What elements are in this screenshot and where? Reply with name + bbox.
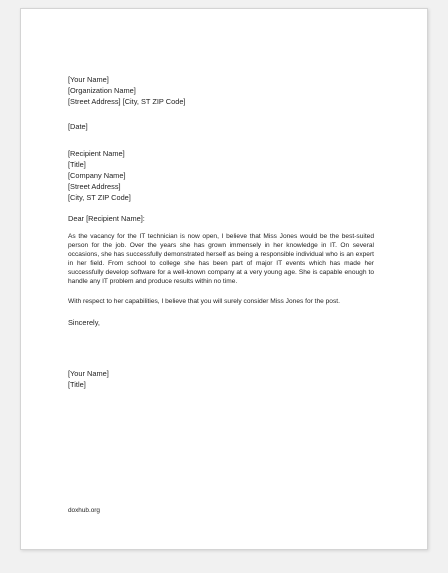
recipient-company: [Company Name] [68, 171, 126, 180]
sender-organization: [Organization Name] [68, 86, 136, 95]
signature-block [68, 368, 374, 390]
letter-content [68, 74, 374, 390]
recipient-city: [City, ST ZIP Code] [68, 193, 131, 202]
letter-date: [Date] [68, 122, 88, 131]
body-paragraph-2: With respect to her capabilities, I believe that you will surely consider Miss Jones for the post. [68, 297, 340, 305]
body-paragraph-1: As the vacancy for the IT technician is now open, I believe that Miss Jones would be the best-suited person for the job. Over the years she has grown immensely in her knowledge in IT. On several occasions, she has successfully demonstrated herself as being a responsible individual who is an expert in her field. From school to college she has been part of major IT events which has made her successfully develop software for a well-known company at a very young age. She is capable enough to handle any IT problem and produce results within no time. [68, 233, 374, 286]
sender-address: [Street Address] [City, ST ZIP Code] [68, 97, 186, 106]
letter-page [20, 8, 428, 550]
recipient-street: [Street Address] [68, 182, 121, 191]
closing: Sincerely, [68, 317, 100, 327]
sender-block [68, 74, 374, 107]
signature-name: [Your Name] [68, 368, 109, 378]
recipient-block [68, 148, 374, 203]
signature-title: [Title] [68, 379, 86, 389]
sender-name: [Your Name] [68, 75, 109, 84]
recipient-name: [Recipient Name] [68, 149, 125, 158]
recipient-title: [Title] [68, 160, 86, 169]
footer-site: doxhub.org [68, 507, 100, 514]
salutation: Dear [Recipient Name]: [68, 214, 145, 223]
